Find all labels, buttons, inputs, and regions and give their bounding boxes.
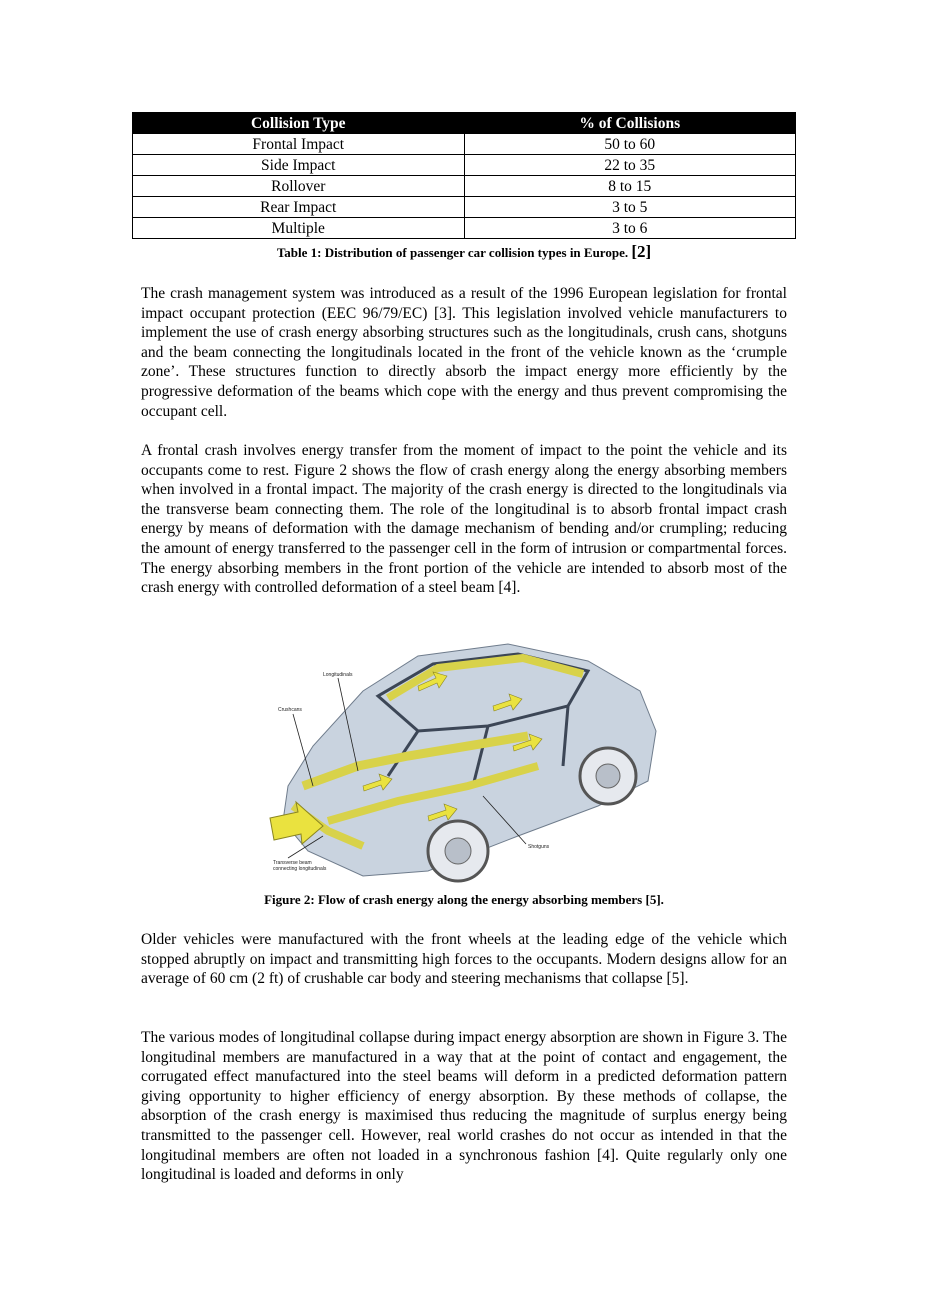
rear-wheel-hub: [596, 764, 620, 788]
column-header: Collision Type: [133, 113, 465, 134]
table-cell: 3 to 6: [464, 218, 796, 239]
table-cell: 3 to 5: [464, 197, 796, 218]
table-cell: 50 to 60: [464, 134, 796, 155]
table-cell: Rollover: [133, 176, 465, 197]
figure-caption: Figure 2: Flow of crash energy along the energy absorbing members [5].: [264, 892, 664, 907]
front-wheel-hub: [445, 838, 471, 864]
paragraph-crash-management: The crash management system was introduced as a result of the 1996 European legislation for frontal impact occupant protection (EEC 96/79/EC) [3]. This legislation involved vehicle manufacturers to implement the use of crash energy absorbing structures such as the longitudinals, crush cans, shotguns and the beam connecting the longitudinals located in the front of the vehicle known as the ‘crumple zone’. These structures function to directly absorb the impact energy more efficiently by the progressive deformation of the beams which cope with the energy and thus prevent compromising the occupant cell.: [141, 285, 787, 420]
table-row: [133, 155, 796, 176]
table-cell: 22 to 35: [464, 155, 796, 176]
label-longitudinals: Longitudinals: [323, 672, 353, 678]
table-header-row: [133, 113, 796, 134]
column-header: % of Collisions: [464, 113, 796, 134]
table-caption: [132, 242, 796, 262]
table-cell: 8 to 15: [464, 176, 796, 197]
label-shotguns: Shotguns: [528, 844, 550, 850]
car-body-illustration: [268, 636, 660, 888]
paragraph-collapse-modes: The various modes of longitudinal collapse during impact energy absorption are shown in Figure 3. The longitudinal members are manufactured in a way that at the point of contact and engagement, the corrugated effect manufactured into the steel beams will deform in a predicted deformation pattern giving opportunity to higher efficiency of energy absorption. By these methods of collapse, the absorption of the crash energy is maximised thus reducing the magnitude of surplus energy being transmitted to the passenger cell. However, real world crashes do not occur as intended in that the longitudinal members are often not loaded in a synchronous fashion [4]. Quite regularly only one longitudinal is loaded and deforms in only: [141, 1029, 787, 1184]
label-crushcans: Crushcans: [278, 707, 302, 713]
table-cell: Rear Impact: [133, 197, 465, 218]
table-row: [133, 197, 796, 218]
table-row: [133, 218, 796, 239]
paragraph-older-vehicles: Older vehicles were manufactured with the front wheels at the leading edge of the vehicle which stopped abruptly on impact and transmitting high forces to the occupants. Modern designs allow for an average of 60 cm (2 ft) of crushable car body and steering mechanisms that collapse [5].: [141, 931, 787, 988]
table-cell: Side Impact: [133, 155, 465, 176]
collision-table-wrapper: [132, 112, 796, 239]
label-transverse-beam: Transverse beam: [273, 860, 312, 866]
table-caption-reference: [2]: [631, 242, 652, 261]
label-transverse-beam-line2: connecting longitudinals: [273, 866, 327, 872]
collision-table: [132, 112, 796, 239]
table-row: [133, 134, 796, 155]
paragraph-frontal-crash: A frontal crash involves energy transfer from the moment of impact to the point the vehicle and its occupants come to rest. Figure 2 shows the flow of crash energy along the energy absorbing members when involved in a frontal impact. The majority of the crash energy is directed to the longitudinals via the transverse beam connecting them. The role of the longitudinal is to absorb frontal impact crash energy by means of deformation with the damage mechanism of bending and/or crumpling; reducing the amount of energy transferred to the passenger cell in the form of intrusion or compartmental forces. The energy absorbing members in the front portion of the vehicle are intended to absorb most of the crash energy with controlled deformation of a steel beam [4].: [141, 442, 787, 597]
table-row: [133, 176, 796, 197]
car-crash-energy-figure: [268, 636, 660, 888]
table-caption-text: Table 1: Distribution of passenger car collision types in Europe.: [276, 245, 629, 260]
table-cell: Multiple: [133, 218, 465, 239]
table-cell: Frontal Impact: [133, 134, 465, 155]
